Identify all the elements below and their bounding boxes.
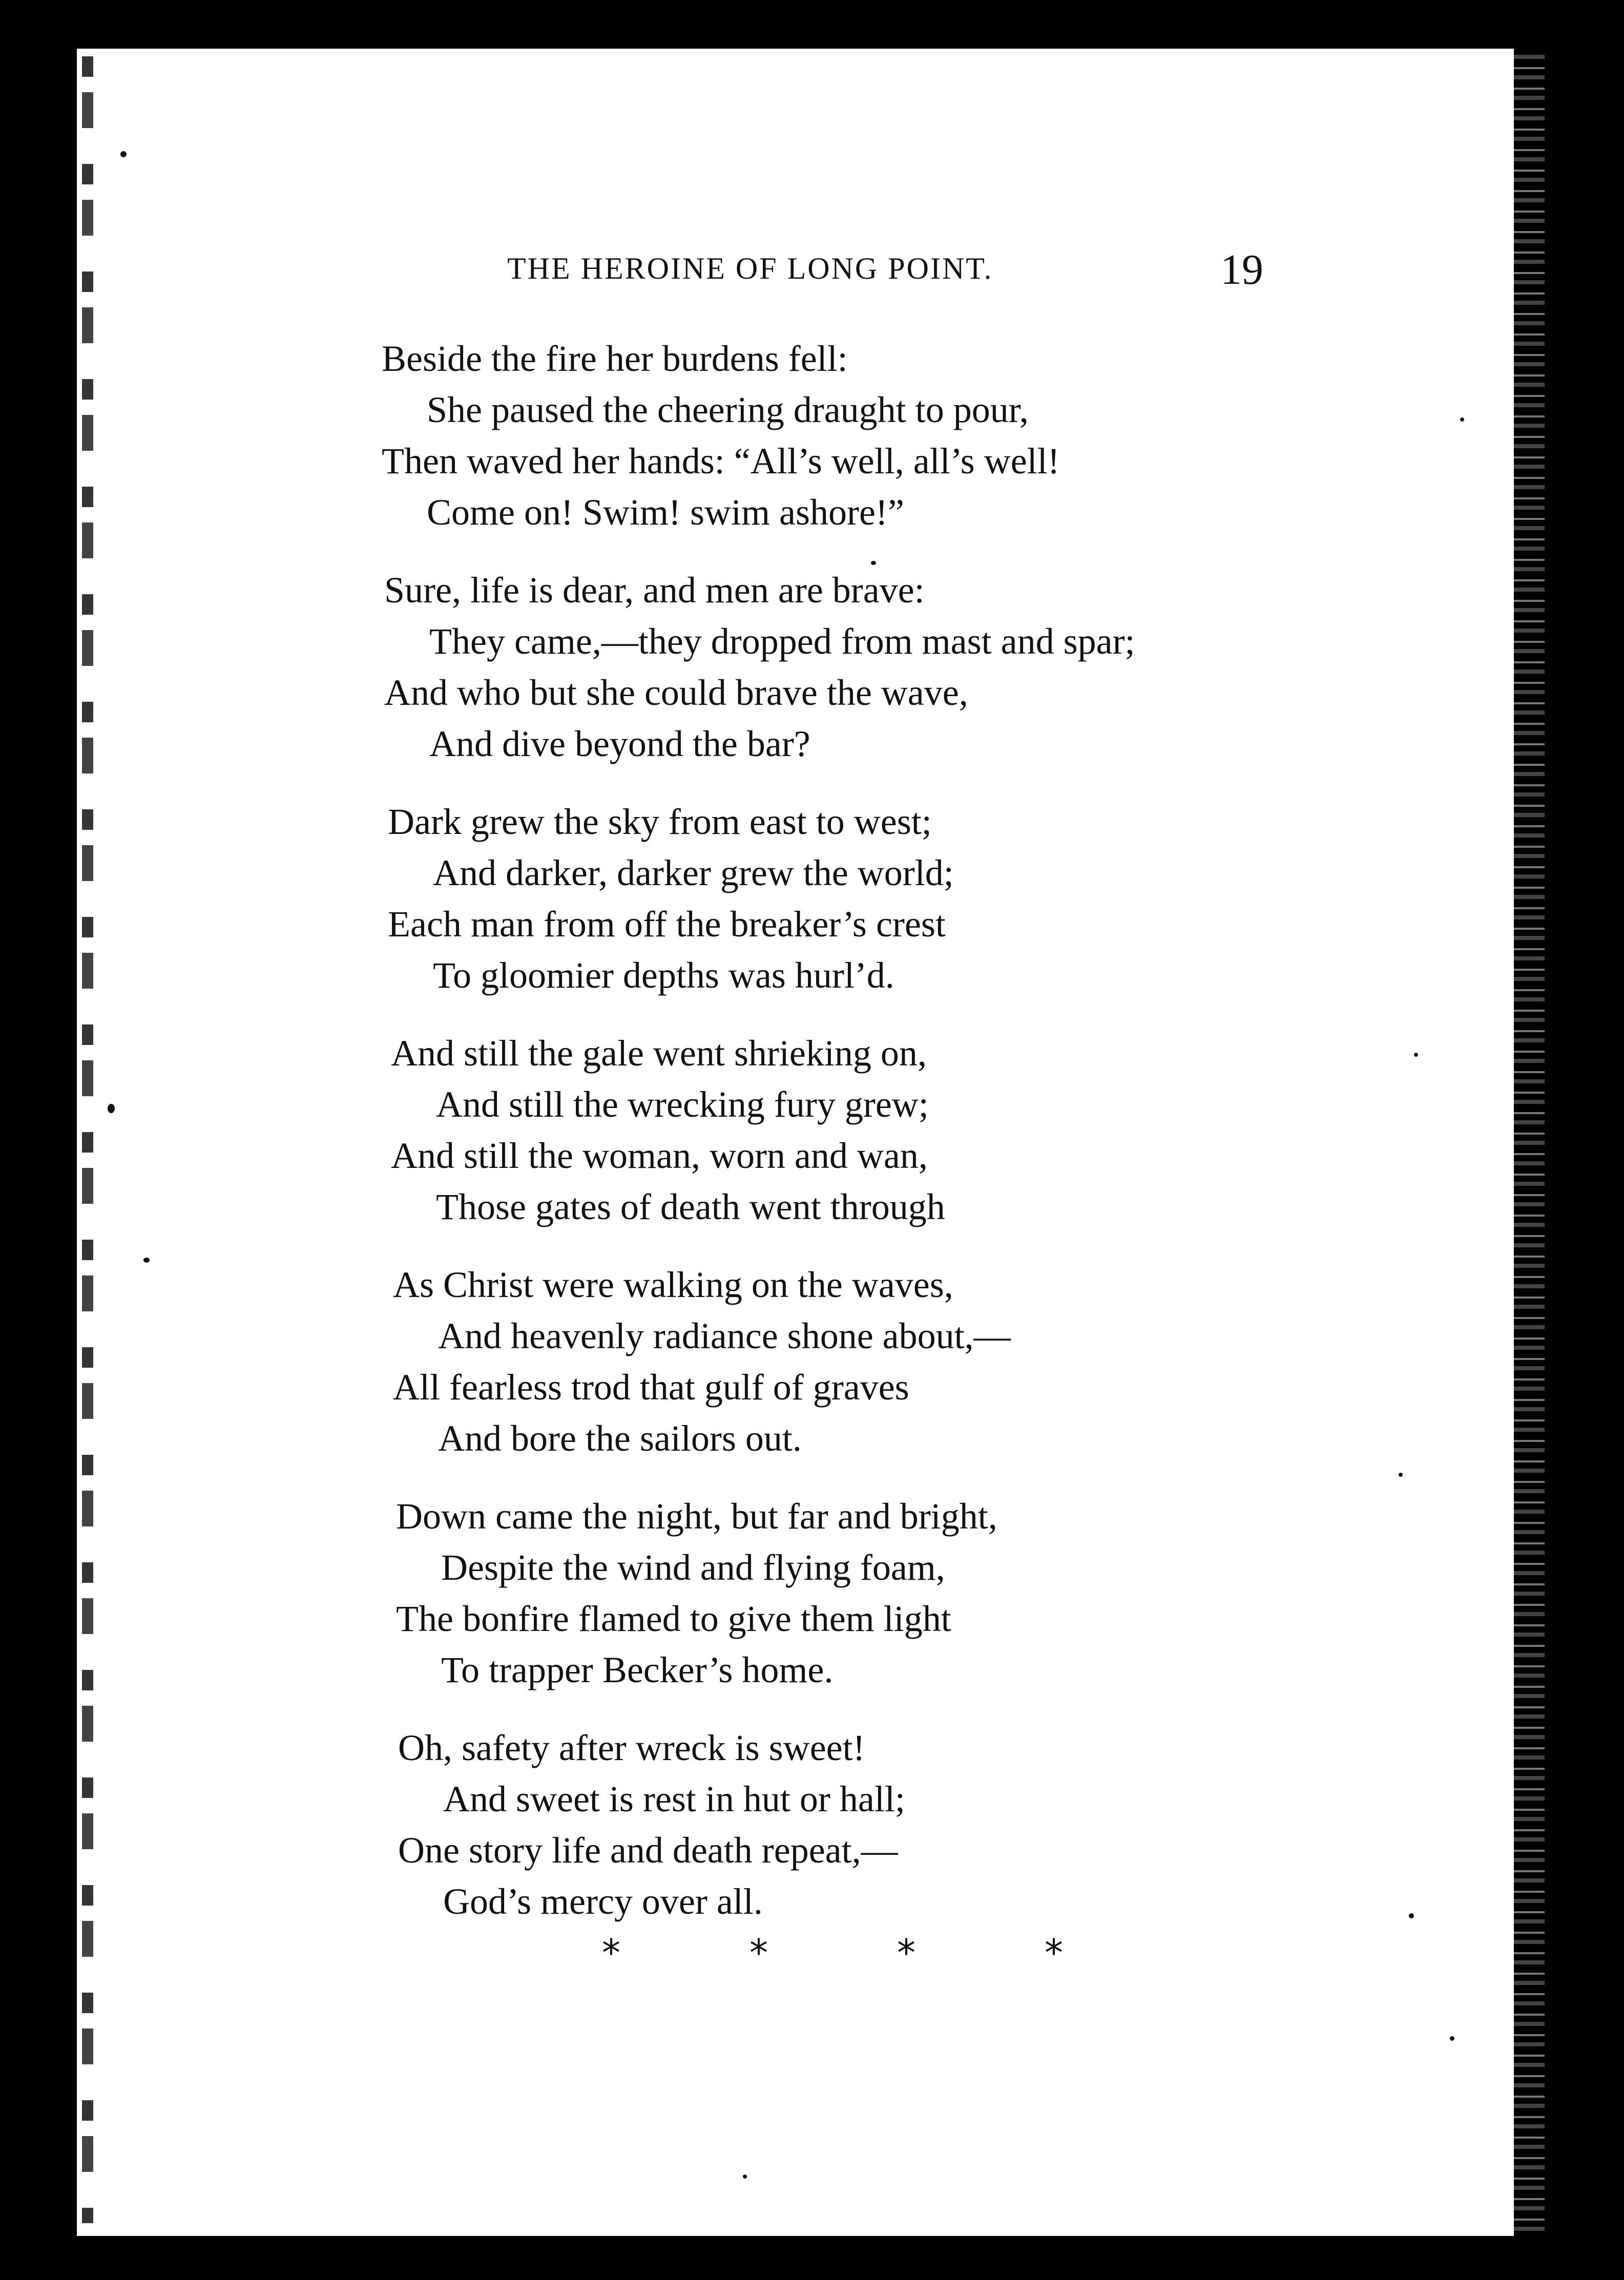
poem-body <box>382 333 1381 1954</box>
page-gutter-edge <box>82 56 93 2223</box>
scan-speck <box>1399 1473 1403 1477</box>
verse-line: Beside the fire her burdens fell: <box>382 338 848 379</box>
verse-line: And darker, darker grew the world; <box>433 852 954 893</box>
scan-speck <box>120 151 127 157</box>
page-fore-edge <box>1514 49 1545 2236</box>
scan-speck <box>1414 1053 1418 1057</box>
verse-line: To trapper Becker’s home. <box>441 1649 834 1690</box>
verse-line: Down came the night, but far and bright, <box>396 1496 997 1537</box>
scan-speck <box>108 1104 115 1113</box>
verse-line: Sure, life is dear, and men are brave: <box>384 570 925 611</box>
verse-line: And still the woman, worn and wan, <box>391 1135 928 1176</box>
verse-line: They came,—they dropped from mast and spar; <box>429 621 1135 662</box>
page-number: 19 <box>1220 246 1263 294</box>
scan-speck <box>1450 2036 1454 2041</box>
verse-line: Dark grew the sky from east to west; <box>388 801 932 842</box>
verse-line: Each man from off the breaker’s crest <box>388 904 946 945</box>
verse-line: And still the gale went shrieking on, <box>391 1033 927 1074</box>
section-break <box>602 1931 1063 1974</box>
scan-speck <box>1460 417 1464 422</box>
verse-line: To gloomier depths was hurl’d. <box>433 955 894 996</box>
verse-line: And dive beyond the bar? <box>429 723 810 764</box>
running-head: THE HEROINE OF LONG POINT. <box>507 252 993 285</box>
verse-line: And sweet is rest in hut or hall; <box>443 1779 905 1819</box>
stanza <box>391 1028 1381 1232</box>
verse-line: One story life and death repeat,— <box>398 1830 898 1871</box>
stanza <box>382 333 1381 538</box>
verse-line: And bore the sailors out. <box>438 1418 802 1459</box>
verse-line: And heavenly radiance shone about,— <box>438 1315 1011 1356</box>
stanza <box>398 1722 1381 1927</box>
verse-line: All fearless trod that gulf of graves <box>393 1367 909 1408</box>
stanza <box>393 1259 1381 1464</box>
verse-line: God’s mercy over all. <box>443 1881 763 1922</box>
stanza <box>396 1491 1381 1696</box>
stanza <box>388 796 1381 1001</box>
verse-line: She paused the cheering draught to pour, <box>427 389 1029 430</box>
scan-speck <box>743 2174 747 2179</box>
verse-line: Then waved her hands: “All’s well, all’s well! <box>382 441 1060 482</box>
verse-line: And who but she could brave the wave, <box>384 672 968 713</box>
verse-line: Come on! Swim! swim ashore!” <box>427 492 904 533</box>
asterisk: * <box>602 1931 620 1974</box>
verse-line: Despite the wind and flying foam, <box>441 1547 945 1588</box>
verse-line: And still the wrecking fury grew; <box>436 1084 929 1125</box>
verse-line: As Christ were walking on the waves, <box>393 1264 953 1305</box>
asterisk: * <box>749 1931 768 1974</box>
asterisk: * <box>897 1931 915 1974</box>
stanza <box>384 564 1381 769</box>
verse-line: The bonfire flamed to give them light <box>396 1598 951 1639</box>
scan-speck <box>1409 1913 1414 1918</box>
verse-line: Oh, safety after wreck is sweet! <box>398 1727 865 1768</box>
asterisk: * <box>1045 1931 1063 1974</box>
scan-speck <box>143 1258 150 1263</box>
verse-line: Those gates of death went through <box>436 1186 945 1227</box>
